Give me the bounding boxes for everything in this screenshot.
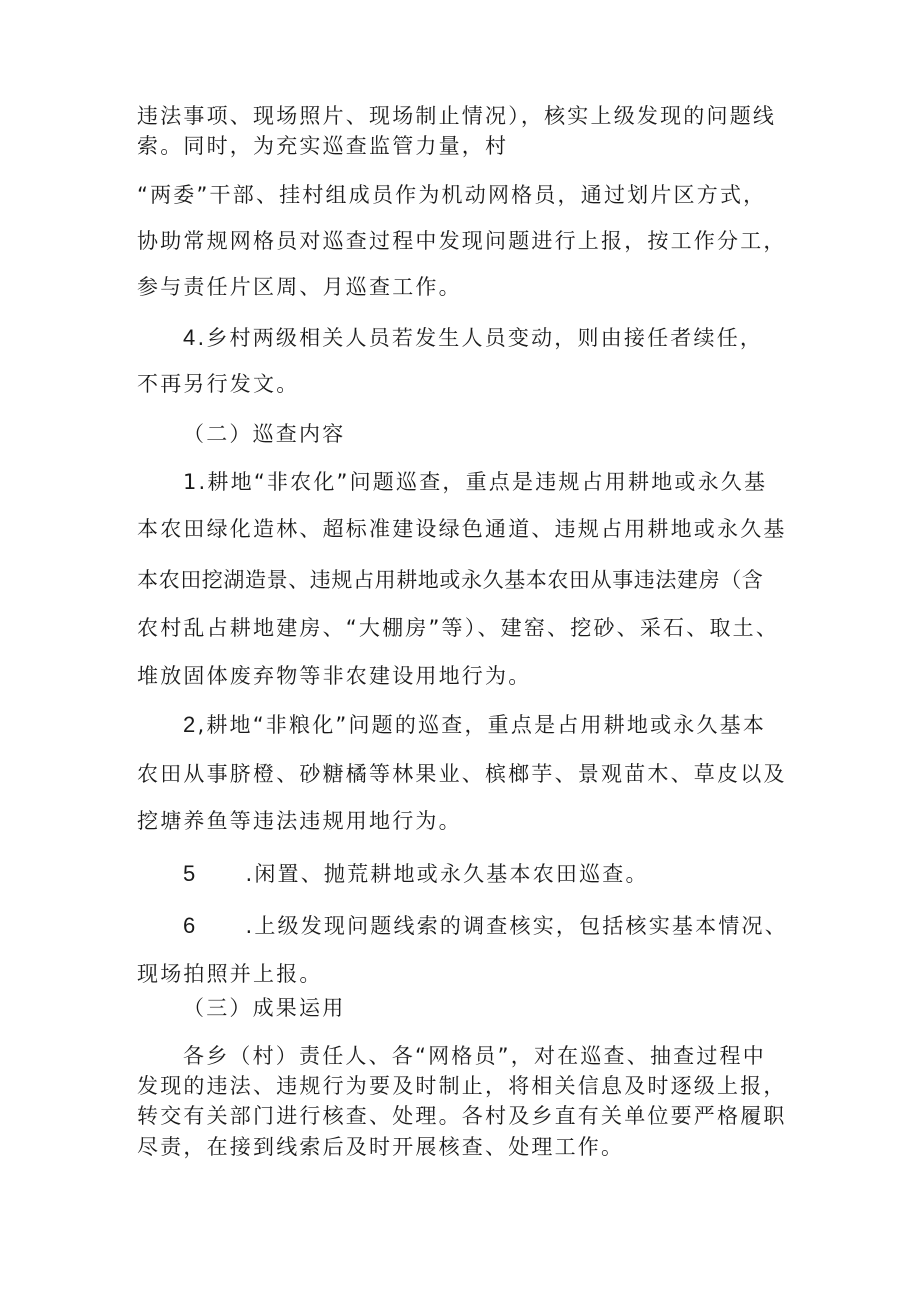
text-line: 本农田挖湖造景、违规占用耕地或永久基本农田从事违法建房（含 <box>137 568 764 592</box>
text-line: 现场拍照并上报。 <box>137 962 323 986</box>
text-line: 本农田绿化造林、超标准建设绿色通道、违规占用耕地或永久基 <box>137 517 787 541</box>
item-text: ,耕地“非粮化”问题的巡查，重点是占用耕地或永久基本 <box>197 713 767 737</box>
item-number: 6 <box>183 913 198 938</box>
text-line: 堆放固体废弃物等非农建设用地行为。 <box>137 664 532 688</box>
list-item-6 <box>183 911 788 941</box>
text-line: 挖塘养鱼等违法违规用地行为。 <box>137 809 462 833</box>
text-line: 发现的违法、违规行为要及时制止，将相关信息及时逐级上报， <box>137 1074 787 1098</box>
text-line: 参与责任片区周、月巡查工作。 <box>137 275 462 299</box>
text-line: 转交有关部门进行核查、处理。各村及乡直有关单位要严格履职 <box>137 1104 787 1128</box>
text-line: 不再另行发文。 <box>137 372 300 396</box>
section-heading: （二）巡查内容 <box>183 422 346 446</box>
item-text: .上级发现问题线索的调查核实，包括核实基本情况、 <box>245 914 788 938</box>
text-line: 农田从事脐橙、砂糖橘等林果业、槟榔芋、景观苗木、草皮以及 <box>137 762 787 786</box>
list-item-4 <box>183 323 763 353</box>
list-item-5 <box>183 859 649 889</box>
list-item-2 <box>183 710 766 740</box>
section-heading: （三）成果运用 <box>183 996 346 1020</box>
item-number: 5 <box>183 861 198 886</box>
item-text: .闲置、抛荒耕地或永久基本农田巡查。 <box>245 862 649 886</box>
text-line: “两委”干部、挂村组成员作为机动网格员，通过划片区方式， <box>137 183 767 207</box>
text-line: 各乡（村）责任人、各“网格员”，对在巡查、抽查过程中 <box>183 1044 766 1068</box>
text-line: 违法事项、现场照片、现场制止情况），核实上级发现的问题线 <box>137 104 777 128</box>
text-line: 尽责，在接到线索后及时开展核查、处理工作。 <box>137 1135 625 1159</box>
item-text: .乡村两级相关人员若发生人员变动，则由接任者续任， <box>197 326 764 350</box>
text-line: 农村乱占耕地建房、“大棚房”等）、建窑、挖砂、采石、取土、 <box>137 616 780 640</box>
text-line: 协助常规网格员对巡查过程中发现问题进行上报，按工作分工， <box>137 229 787 253</box>
text-line: 索。同时，为充实巡查监管力量，村 <box>137 134 509 158</box>
text-line: 1.耕地“非农化”问题巡查，重点是违规占用耕地或永久基 <box>183 470 768 494</box>
item-number: 4 <box>183 325 198 350</box>
item-number: 2 <box>183 712 198 737</box>
